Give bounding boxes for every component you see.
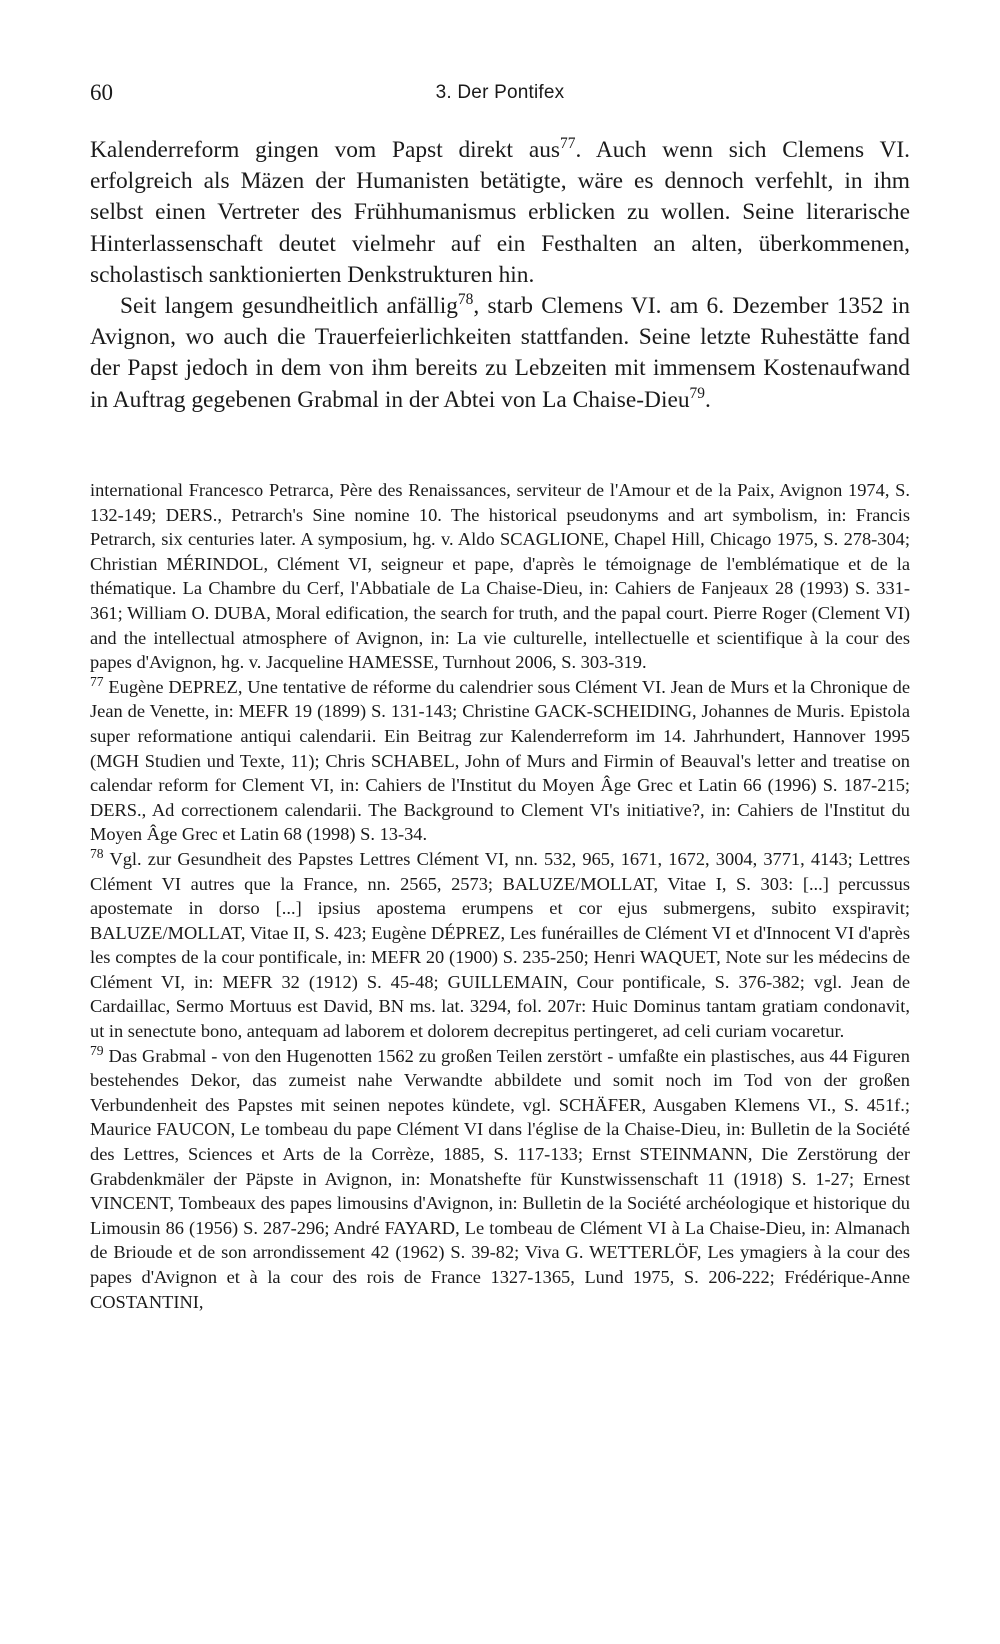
main-text: [90, 135, 910, 416]
footnote-reference: 79: [689, 384, 705, 402]
paragraph-text: Seit langem gesundheitlich anfällig: [120, 293, 458, 320]
footnote-text: Eugène DEPREZ, Une tentative de réforme du calendrier sous Clément VI. Jean de Murs et la Chronique de Jean de Venette, in: MEFR 19 (1899) S. 131-143; Christine GACK-SCHEIDING, Johannes de Muris. Epistola super reformatione antiqui calendarii. Ein Beitrag zur Kalenderreform im 14. Jahrhundert, Hannover 1995 (MGH Studien und Texte, 11); Chris SCHABEL, John of Murs and Firmin of Beauval's letter and treatise on calendar reform for Clement VI, in: Cahiers de l'Institut du Moyen Âge Grec et Latin 66 (1996) S. 187-215; DERS., Ad correctionem calendarii. The Background to Clement VI's initiative?, in: Cahiers de l'Institut du Moyen Âge Grec et Latin 68 (1998) S. 13-34.: [90, 676, 910, 845]
running-title: 3. Der Pontifex: [435, 82, 565, 103]
footnote-78: [90, 847, 910, 1044]
page-header: [90, 80, 910, 110]
paragraph-text: .: [704, 386, 711, 413]
footnote-text: Vgl. zur Gesundheit des Papstes Lettres Clément VI, nn. 532, 965, 1671, 1672, 3004, 3771, 4143; Lettres Clément VI autres que la France, nn. 2565, 2573; BALUZE/MOLLAT, Vitae I, S. 303: [...] percussus apostemate in dorso [...] ipsius apostema erumpens et cor ejus submergens, subito exspiravit; BALUZE/MOLLAT, Vitae II, S. 423; Eugène DÉPREZ, Les funérailles de Clément VI et d'Innocent VI d'après les comptes de la cour pontificale, in: MEFR 20 (1900) S. 235-250; Henri WAQUET, Note sur les médecins de Clément VI, in: MEFR 32 (1912) S. 45-48; GUILLEMAIN, Cour pontificale, S. 376-382; vgl. Jean de Cardaillac, Sermo Mortuus est David, BN ms. lat. 3294, fol. 207r: Huic Dominus tantam gratiam condonavit, ut in senectute bono, antequam ad laborem et dolorem decrepitus pertingeret, ad celi curiam vocaretur.: [90, 848, 910, 1042]
page-number: 60: [90, 80, 113, 105]
footnote-79: [90, 1044, 910, 1315]
footnote-number: 78: [90, 845, 104, 861]
paragraph: [90, 135, 910, 291]
footnote-reference: 78: [457, 291, 474, 309]
footnote-continued: international Francesco Petrarca, Père des Renaissances, serviteur de l'Amour et de la Paix, Avignon 1974, S. 132-149; DERS., Petrarch's Sine nomine 10. The historical pseudonyms and art symbolism, in: Francis Petrarch, six centuries later. A symposium, hg. v. Aldo SCAGLIONE, Chapel Hill, Chicago 1975, S. 278-304; Christian MÉRINDOL, Clément VI, seigneur et pape, d'après le témoignage de l'emblématique et de la thématique. La Chambre du Cerf, l'Abbatiale de La Chaise-Dieu, in: Cahiers de Fanjeaux 28 (1993) S. 331-361; William O. DUBA, Moral edification, the search for truth, and the papal court. Pierre Roger (Clement VI) and the intellectual atmosphere of Avignon, in: La vie culturelle, intellectuelle et scientifique à la cour des papes d'Avignon, hg. v. Jacqueline HAMESSE, Turnhout 2006, S. 303-319.: [90, 480, 910, 673]
footnote-77: [90, 675, 910, 847]
footnote-number: 77: [90, 673, 104, 689]
paragraph: [90, 291, 910, 416]
paragraph-text: . Auch wenn sich Clemens VI. erfolgreich als Mäzen der Humanisten betätigte, wäre es dennoch verfehlt, in ihm selbst einen Vertreter des Frühhumanismus erblicken zu wollen. Seine literarische Hinterlassenschaft deutet vielmehr auf ein Festhalten an alten, überkommenen, scholastisch sanktionierten Denkstrukturen hin.: [90, 137, 910, 288]
footnote-number: 79: [90, 1042, 104, 1058]
paragraph-text: , starb Clemens VI. am 6. Dezember 1352 in Avignon, wo auch die Trauerfeierlichkeiten stattfanden. Seine letzte Ruhestätte fand der Papst jedoch in dem von ihm bereits zu Lebzeiten mit immensem Kostenaufwand in Auftrag gegebenen Grabmal in der Abtei von La Chaise-Dieu: [90, 293, 910, 413]
paragraph-text: Kalenderreform gingen vom Papst direkt aus: [90, 137, 561, 163]
footnote-reference: 77: [560, 135, 576, 153]
footnotes: [90, 478, 910, 1314]
footnote-text: Das Grabmal - von den Hugenotten 1562 zu großen Teilen zerstört - umfaßte ein plastisches, aus 44 Figuren bestehendes Dekor, das zumeist nahe Verwandte abbildete und somit noch im Tod von der großen Verbundenheit des Papstes mit seinen nepotes kündete, vgl. SCHÄFER, Ausgaben Klemens VI., S. 451f.; Maurice FAUCON, Le tombeau du pape Clément VI dans l'église de la Chaise-Dieu, in: Bulletin de la Société des Lettres, Sciences et Arts de la Corrèze, 1885, S. 117-133; Ernst STEINMANN, Die Zerstörung der Grabdenkmäler der Päpste in Avignon, in: Monatshefte für Kunstwissenschaft 11 (1918) S. 1-27; Ernest VINCENT, Tombeaux des papes limousins d'Avignon, in: Bulletin de la Société archéologique et historique du Limousin 86 (1956) S. 287-296; André FAYARD, Le tombeau de Clément VI à La Chaise-Dieu, in: Almanach de Brioude et de son arrondissement 42 (1962) S. 39-82; Viva G. WETTERLÖF, Les ymagiers à la cour des papes d'Avignon et à la cour des rois de France 1327-1365, Lund 1975, S. 206-222; Frédérique-Anne COSTANTINI,: [90, 1045, 910, 1312]
